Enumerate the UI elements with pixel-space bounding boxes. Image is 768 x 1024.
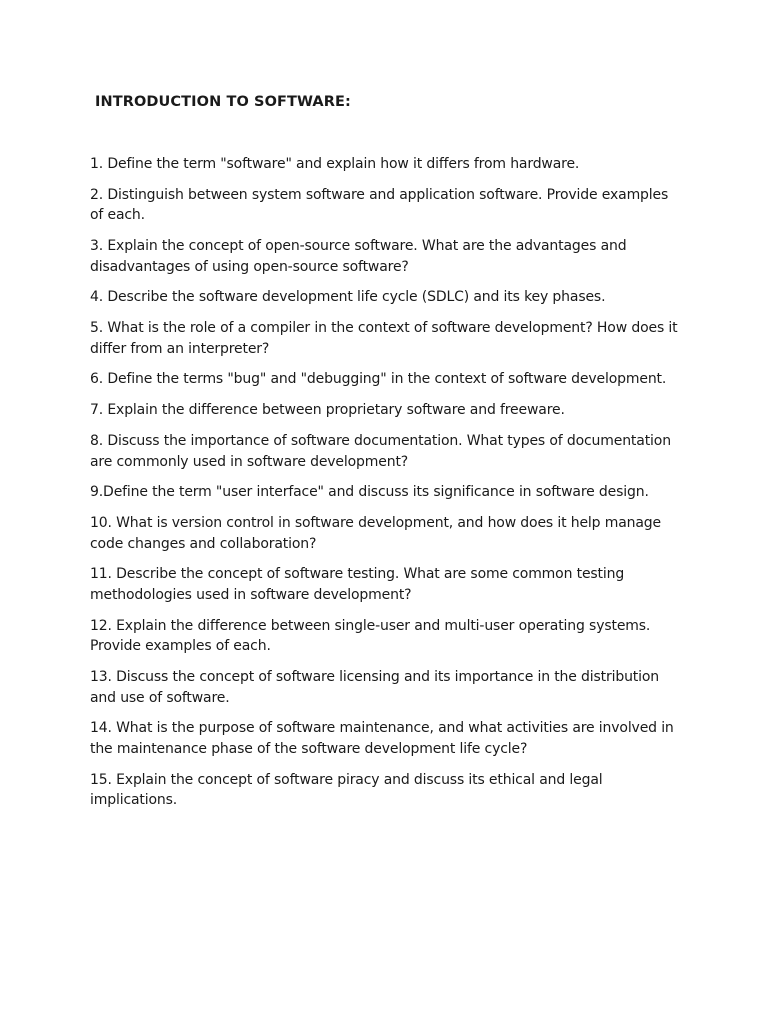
question-item-7: 7. Explain the difference between proprietary software and freeware.	[90, 402, 565, 419]
question-item-1: 1. Define the term "software" and explain how it differs from hardware.	[90, 156, 580, 172]
question-item-10: 10. What is version control in software development, and how does it help manage code changes and collaboration?	[90, 515, 661, 552]
page-title: INTRODUCTION TO SOFTWARE:	[95, 94, 351, 110]
question-item-9: 9.Define the term "user interface" and discuss its significance in software design.	[90, 484, 649, 501]
question-item-15: 15. Explain the concept of software piracy and discuss its ethical and legal implications.	[90, 771, 603, 809]
question-item-14: 14. What is the purpose of software maintenance, and what activities are involved in the maintenance phase of the software development life cycle?	[90, 720, 674, 757]
question-item-12: 12. Explain the difference between single-user and multi-user operating systems. Provide examples of each.	[90, 617, 651, 655]
question-list	[90, 154, 682, 821]
question-item-5: 5. What is the role of a compiler in the context of software development? How does it differ from an interpreter?	[90, 320, 678, 357]
question-item-11: 11. Describe the concept of software testing. What are some common testing methodologies used in software development?	[90, 566, 625, 603]
question-item-6: 6. Define the terms "bug" and "debugging" in the context of software development.	[90, 371, 667, 388]
question-item-8: 8. Discuss the importance of software documentation. What types of documentation are commonly used in software development?	[90, 433, 671, 470]
question-item-4: 4. Describe the software development life cycle (SDLC) and its key phases.	[90, 289, 606, 306]
question-item-2: 2. Distinguish between system software and application software. Provide examples of each.	[90, 186, 669, 224]
question-item-13: 13. Discuss the concept of software licensing and its importance in the distribution and use of software.	[90, 669, 660, 706]
question-item-3: 3. Explain the concept of open-source software. What are the advantages and disadvantages of using open-source software?	[90, 238, 627, 275]
